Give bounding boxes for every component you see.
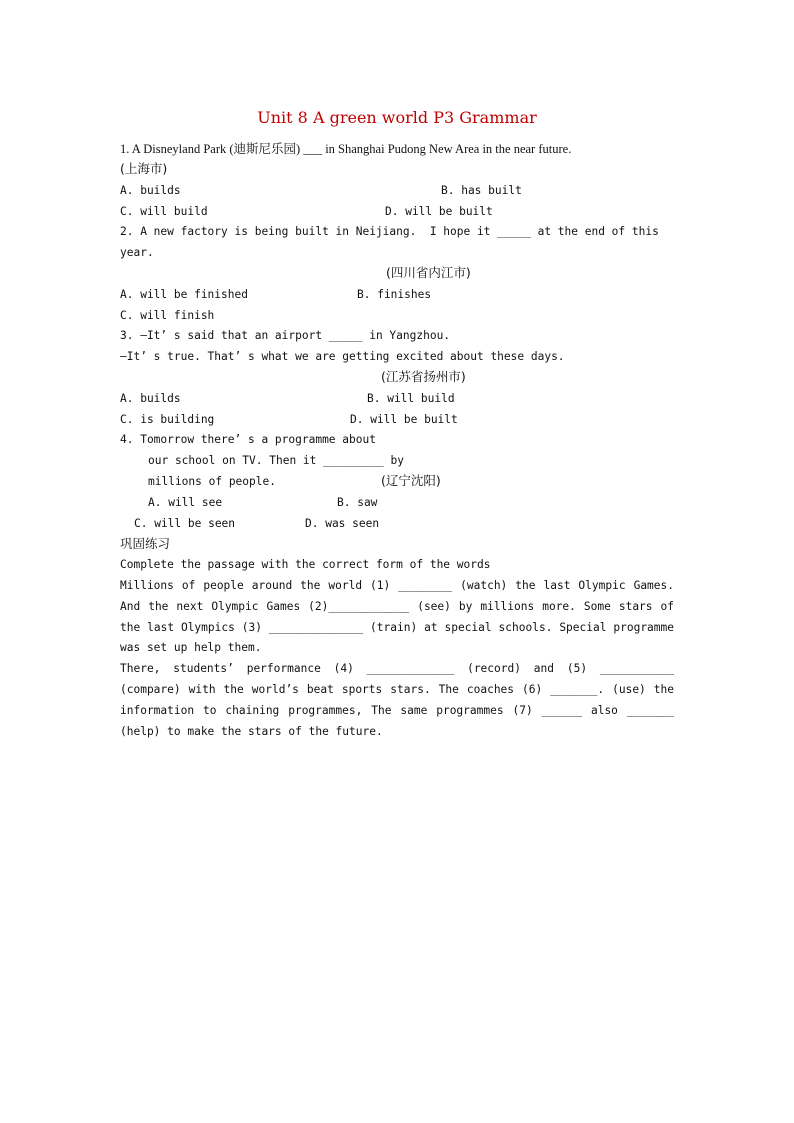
passage-line: And the next Olympic Games (2)____________ (see) by millions more. Some stars of: [120, 600, 674, 613]
passage-line: (help) to make the stars of the future.: [120, 725, 383, 738]
q3-option-a: A. builds: [120, 392, 181, 405]
q2-stem-line-1: 2. A new factory is being built in Neijiang. I hope it _____ at the end of this: [120, 225, 659, 238]
q2-option-a: A. will be finished: [120, 288, 248, 301]
q1-option-d: D. will be built: [385, 205, 493, 218]
q3-option-b: B. will build: [367, 392, 455, 405]
passage-line: was set up help them.: [120, 641, 262, 654]
passage-line: information to chaining programmes, The same programmes (7) ______ also _______: [120, 704, 674, 717]
q2-source: (四川省内江市): [386, 265, 471, 280]
q3-option-c: C. is building: [120, 413, 215, 426]
q3-option-d: D. will be built: [350, 413, 458, 426]
q3-line-2: —It’ s true. That’ s what we are getting excited about these days.: [120, 350, 565, 363]
q1-stem: 1. A Disneyland Park (迪斯尼乐园) ___ in Shanghai Pudong New Area in the near future.: [120, 142, 572, 156]
q2-option-b: B. finishes: [357, 288, 432, 301]
q1-option-b: B. has built: [441, 184, 522, 197]
q4-option-a: A. will see: [148, 496, 223, 509]
q1-option-a: A. builds: [120, 184, 181, 197]
q4-line-3: millions of people.: [148, 475, 276, 488]
q4-option-d: D. was seen: [305, 517, 380, 530]
q3-source: (江苏省扬州市): [381, 369, 466, 384]
practice-heading: 巩固练习: [120, 536, 171, 551]
passage-line: the last Olympics (3) ______________ (train) at special schools. Special programme: [120, 621, 674, 634]
passage-line: (compare) with the world’s beat sports stars. The coaches (6) _______. (use) the: [120, 683, 674, 696]
q4-line-2: our school on TV. Then it _________ by: [148, 454, 404, 467]
q4-line-1: 4. Tomorrow there’ s a programme about: [120, 433, 376, 446]
page-title: Unit 8 A green world P3 Grammar: [257, 108, 537, 127]
q1-source: (上海市): [120, 161, 168, 176]
q2-stem-line-2: year.: [120, 246, 154, 259]
q1-option-c: C. will build: [120, 205, 208, 218]
passage-line: Millions of people around the world (1) ________ (watch) the last Olympic Games.: [120, 579, 674, 592]
q4-source: (辽宁沈阳): [381, 473, 441, 488]
q4-option-b: B. saw: [337, 496, 378, 509]
passage-line: There, students’ performance (4) _____________ (record) and (5) ___________: [120, 662, 674, 675]
practice-instruction: Complete the passage with the correct form of the words: [120, 558, 491, 571]
q4-option-c: C. will be seen: [134, 517, 236, 530]
q3-line-1: 3. —It’ s said that an airport _____ in Yangzhou.: [120, 329, 451, 342]
q2-option-c: C. will finish: [120, 309, 215, 322]
